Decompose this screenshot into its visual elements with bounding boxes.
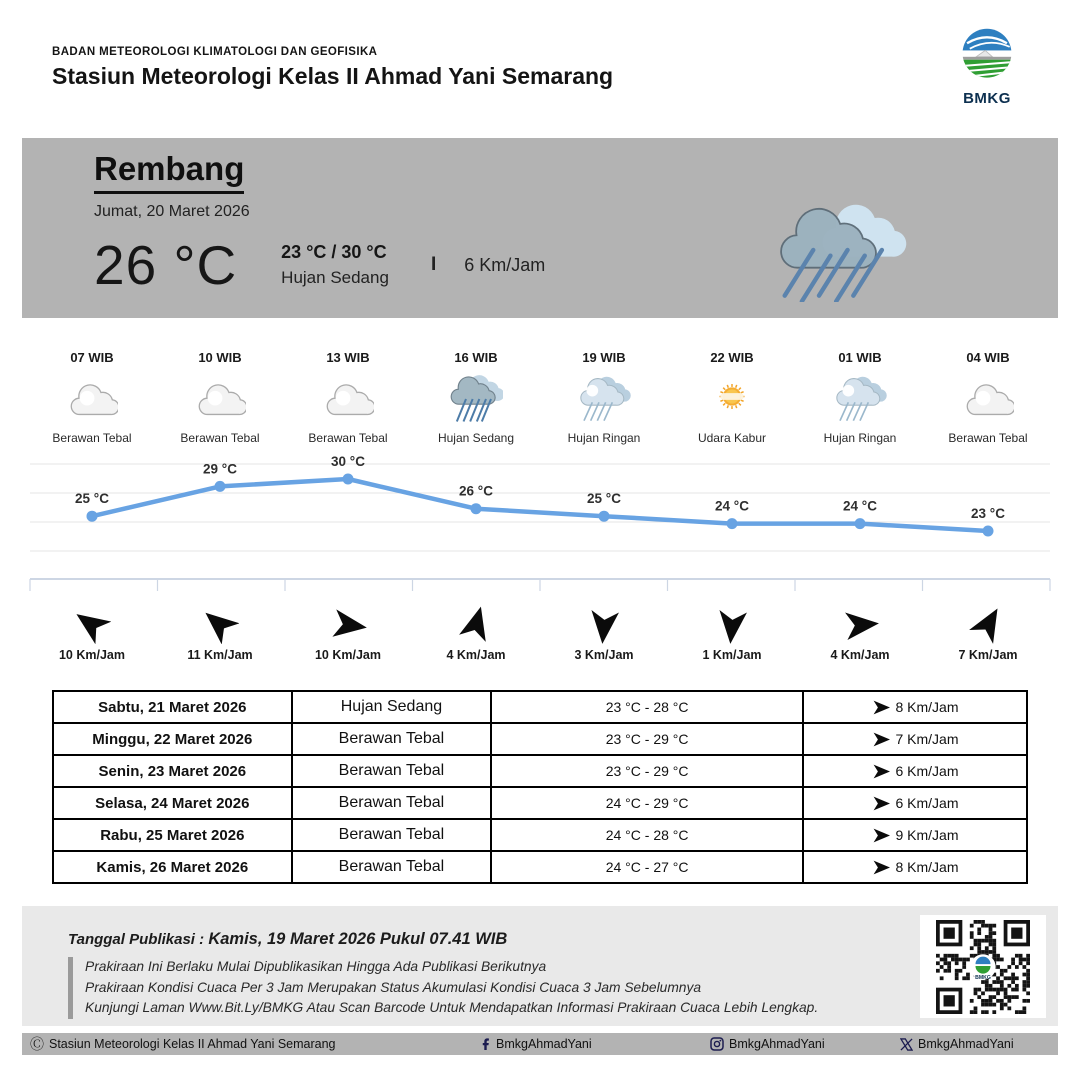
facebook-handle: BmkgAhmadYani [496,1037,592,1051]
hourly-weather-icon-wrap [796,373,924,425]
svg-text:24 °C: 24 °C [715,498,749,514]
twitter-handle: BmkgAhmadYani [918,1037,1014,1051]
disclaimer-notes [68,957,1058,1019]
wind-direction-arrow-icon [457,606,495,644]
table-row [53,851,1027,883]
day-date-cell: Kamis, 26 Maret 2026 [53,851,292,883]
divider: I [430,254,437,275]
wind-arrow-wrap [796,604,924,646]
svg-text:25 °C: 25 °C [75,491,109,507]
copyright-text: Stasiun Meteorologi Kelas II Ahmad Yani Semarang [49,1037,336,1051]
day-wind-label: 7 Km/Jam [895,731,959,747]
city-banner [22,138,1058,318]
wind-forecast-item [28,604,156,662]
table-row [53,723,1027,755]
svg-text:23 °C: 23 °C [971,506,1005,521]
wind-speed-label: 1 Km/Jam [702,648,762,662]
instagram-handle: BmkgAhmadYani [729,1037,825,1051]
wind-forecast-item [540,604,668,662]
disclaimer-note: Prakiraan Kondisi Cuaca Per 3 Jam Merupakan Status Akumulasi Kondisi Cuaca 3 Jam Sebelumnya [85,979,702,995]
hourly-condition-label: Hujan Ringan [823,431,897,445]
table-row [53,819,1027,851]
rain-light-icon [833,374,887,424]
hour-label: 04 WIB [966,350,1010,365]
day-wind-cell [803,787,1027,819]
day-condition-cell: Hujan Sedang [292,691,492,723]
cloud-thick-icon [962,378,1014,420]
hour-label: 16 WIB [454,350,498,365]
instagram-icon [710,1037,724,1051]
hourly-condition-label: Hujan Sedang [437,431,515,445]
day-wind-label: 9 Km/Jam [895,827,959,843]
hourly-weather-icon-wrap [412,373,540,425]
bmkg-globe-icon [958,26,1016,84]
qr-code-card [920,915,1046,1018]
cloud-thick-icon [322,378,374,420]
day-temp-range-cell: 23 °C - 29 °C [491,723,803,755]
publication-footer [22,906,1058,1026]
report-header [0,0,1080,138]
wind-arrow-wrap [668,604,796,646]
wind-forecast-item [796,604,924,662]
wind-forecast-strip [28,604,1052,662]
wind-forecast-item [668,604,796,662]
wind-direction-arrow-icon [871,826,890,845]
hourly-forecast-item [540,350,668,445]
wind-forecast-item [156,604,284,662]
day-date-cell: Sabtu, 21 Maret 2026 [53,691,292,723]
svg-text:26 °C: 26 °C [459,483,493,499]
hourly-condition-label: Berawan Tebal [180,431,260,445]
svg-text:24 °C: 24 °C [843,498,877,514]
day-condition-cell: Berawan Tebal [292,723,492,755]
wind-arrow-wrap [28,604,156,646]
wind-speed-label: 4 Km/Jam [830,648,890,662]
day-wind-cell [803,819,1027,851]
current-weather-icon [758,196,920,307]
publication-line [68,930,1058,949]
copyright-item [30,1033,336,1055]
hourly-forecast-item [284,350,412,445]
hour-label: 07 WIB [70,350,114,365]
current-condition-label: Hujan Sedang [281,268,389,287]
temperature-range: 23 °C / 30 °C [281,242,387,262]
hourly-weather-icon-wrap [28,373,156,425]
wind-speed-label: 11 Km/Jam [187,648,253,662]
current-wind-speed: 6 Km/Jam [464,254,546,275]
svg-text:29 °C: 29 °C [203,461,237,477]
hourly-condition-label: Hujan Ringan [567,431,641,445]
rain-moderate-icon [758,196,920,302]
wind-arrow-wrap [412,604,540,646]
hourly-weather-icon-wrap [540,373,668,425]
hourly-forecast-item [156,350,284,445]
copyright-icon: Ⓒ [30,1036,44,1052]
wind-direction-arrow-icon [201,606,239,644]
hourly-forecast-item [668,350,796,445]
hourly-weather-icon-wrap [156,373,284,425]
wind-arrow-wrap [156,604,284,646]
hour-label: 19 WIB [582,350,626,365]
haze-sun-icon [705,374,759,424]
x-twitter-icon [900,1038,913,1051]
hourly-weather-icon-wrap [284,373,412,425]
qr-code-icon [936,920,1030,1014]
temperature-chart-wrap [28,451,1052,602]
wind-forecast-item [284,604,412,662]
day-wind-label: 8 Km/Jam [895,859,959,875]
day-wind-cell [803,691,1027,723]
table-row [53,787,1027,819]
table-row [53,691,1027,723]
wind-forecast-item [924,604,1052,662]
svg-text:BMKG: BMKG [975,974,991,981]
day-wind-label: 8 Km/Jam [895,699,959,715]
page-title: Stasiun Meteorologi Kelas II Ahmad Yani Semarang [52,63,614,89]
hour-label: 13 WIB [326,350,370,365]
day-temp-range-cell: 23 °C - 29 °C [491,755,803,787]
wind-speed-label: 4 Km/Jam [446,648,506,662]
hourly-condition-label: Udara Kabur [697,431,767,445]
social-bar [22,1033,1058,1055]
facebook-icon [480,1037,491,1051]
wind-direction-arrow-icon [871,794,890,813]
wind-speed-label: 3 Km/Jam [574,648,634,662]
wind-direction-arrow-icon [969,606,1007,644]
wind-arrow-wrap [540,604,668,646]
city-name: Rembang [94,150,244,194]
bmkg-logo [952,26,1022,107]
publication-label: Tanggal Publikasi : [68,931,205,948]
day-temp-range-cell: 24 °C - 29 °C [491,787,803,819]
day-wind-cell [803,723,1027,755]
table-row [53,755,1027,787]
wind-speed-label: 10 Km/Jam [58,648,125,662]
day-temp-range-cell: 23 °C - 28 °C [491,691,803,723]
hourly-forecast-item [412,350,540,445]
facebook-item [480,1033,592,1055]
wind-direction-arrow-icon [713,606,751,644]
hourly-weather-icon-wrap [668,373,796,425]
hourly-weather-icon-wrap [924,373,1052,425]
disclaimer-note: Kunjungi Laman Www.Bit.Ly/BMKG Atau Scan Barcode Untuk Mendapatkan Informasi Prakiraan Cuaca Lebih Lengkap. [85,1000,819,1016]
agency-name: BADAN METEOROLOGI KLIMATOLOGI DAN GEOFISIKA [52,46,378,58]
hour-label: 10 WIB [198,350,242,365]
wind-direction-arrow-icon [871,698,890,717]
publication-datetime: Kamis, 19 Maret 2026 Pukul 07.41 WIB [208,930,508,948]
day-wind-label: 6 Km/Jam [895,795,959,811]
hourly-condition-label: Berawan Tebal [948,431,1028,445]
hourly-forecast-item [28,350,156,445]
svg-text:30 °C: 30 °C [331,454,365,469]
wind-direction-arrow-icon [585,606,623,644]
wind-forecast-item [412,604,540,662]
day-condition-cell: Berawan Tebal [292,819,492,851]
wind-direction-arrow-icon [871,858,890,877]
wind-arrow-wrap [924,604,1052,646]
wind-speed-label: 10 Km/Jam [314,648,381,662]
hour-label: 22 WIB [710,350,754,365]
hour-label: 01 WIB [838,350,882,365]
day-wind-cell [803,755,1027,787]
hourly-forecast-strip [28,350,1052,445]
disclaimer-note: Prakiraan Ini Berlaku Mulai Dipublikasikan Hingga Ada Publikasi Berikutnya [85,959,547,974]
hourly-forecast-item [796,350,924,445]
wind-arrow-wrap [284,604,412,646]
instagram-item [710,1033,825,1055]
wind-direction-arrow-icon [871,762,890,781]
wind-direction-arrow-icon [841,606,879,644]
temperature-line-chart [28,451,1052,597]
day-condition-cell: Berawan Tebal [292,851,492,883]
cloud-thick-icon [194,378,246,420]
daily-forecast-table [52,690,1028,884]
forecast-date: Jumat, 20 Maret 2026 [94,203,250,220]
day-date-cell: Senin, 23 Maret 2026 [53,755,292,787]
hourly-forecast-item [924,350,1052,445]
day-date-cell: Minggu, 22 Maret 2026 [53,723,292,755]
wind-speed-label: 7 Km/Jam [958,648,1018,662]
cloud-thick-icon [66,378,118,420]
day-temp-range-cell: 24 °C - 28 °C [491,819,803,851]
day-wind-cell [803,851,1027,883]
day-wind-label: 6 Km/Jam [895,763,959,779]
rain-light-icon [577,374,631,424]
bmkg-logo-label: BMKG [963,90,1011,107]
hourly-condition-label: Berawan Tebal [52,431,132,445]
twitter-item [900,1033,1014,1055]
hourly-condition-label: Berawan Tebal [308,431,388,445]
svg-text:25 °C: 25 °C [587,491,621,507]
day-date-cell: Rabu, 25 Maret 2026 [53,819,292,851]
day-condition-cell: Berawan Tebal [292,787,492,819]
day-date-cell: Selasa, 24 Maret 2026 [53,787,292,819]
current-temperature: 26 °C [94,234,238,296]
day-temp-range-cell: 24 °C - 27 °C [491,851,803,883]
wind-direction-arrow-icon [329,606,367,644]
wind-direction-arrow-icon [73,606,111,644]
wind-direction-arrow-icon [871,730,890,749]
rain-moderate-icon [449,374,503,424]
day-condition-cell: Berawan Tebal [292,755,492,787]
